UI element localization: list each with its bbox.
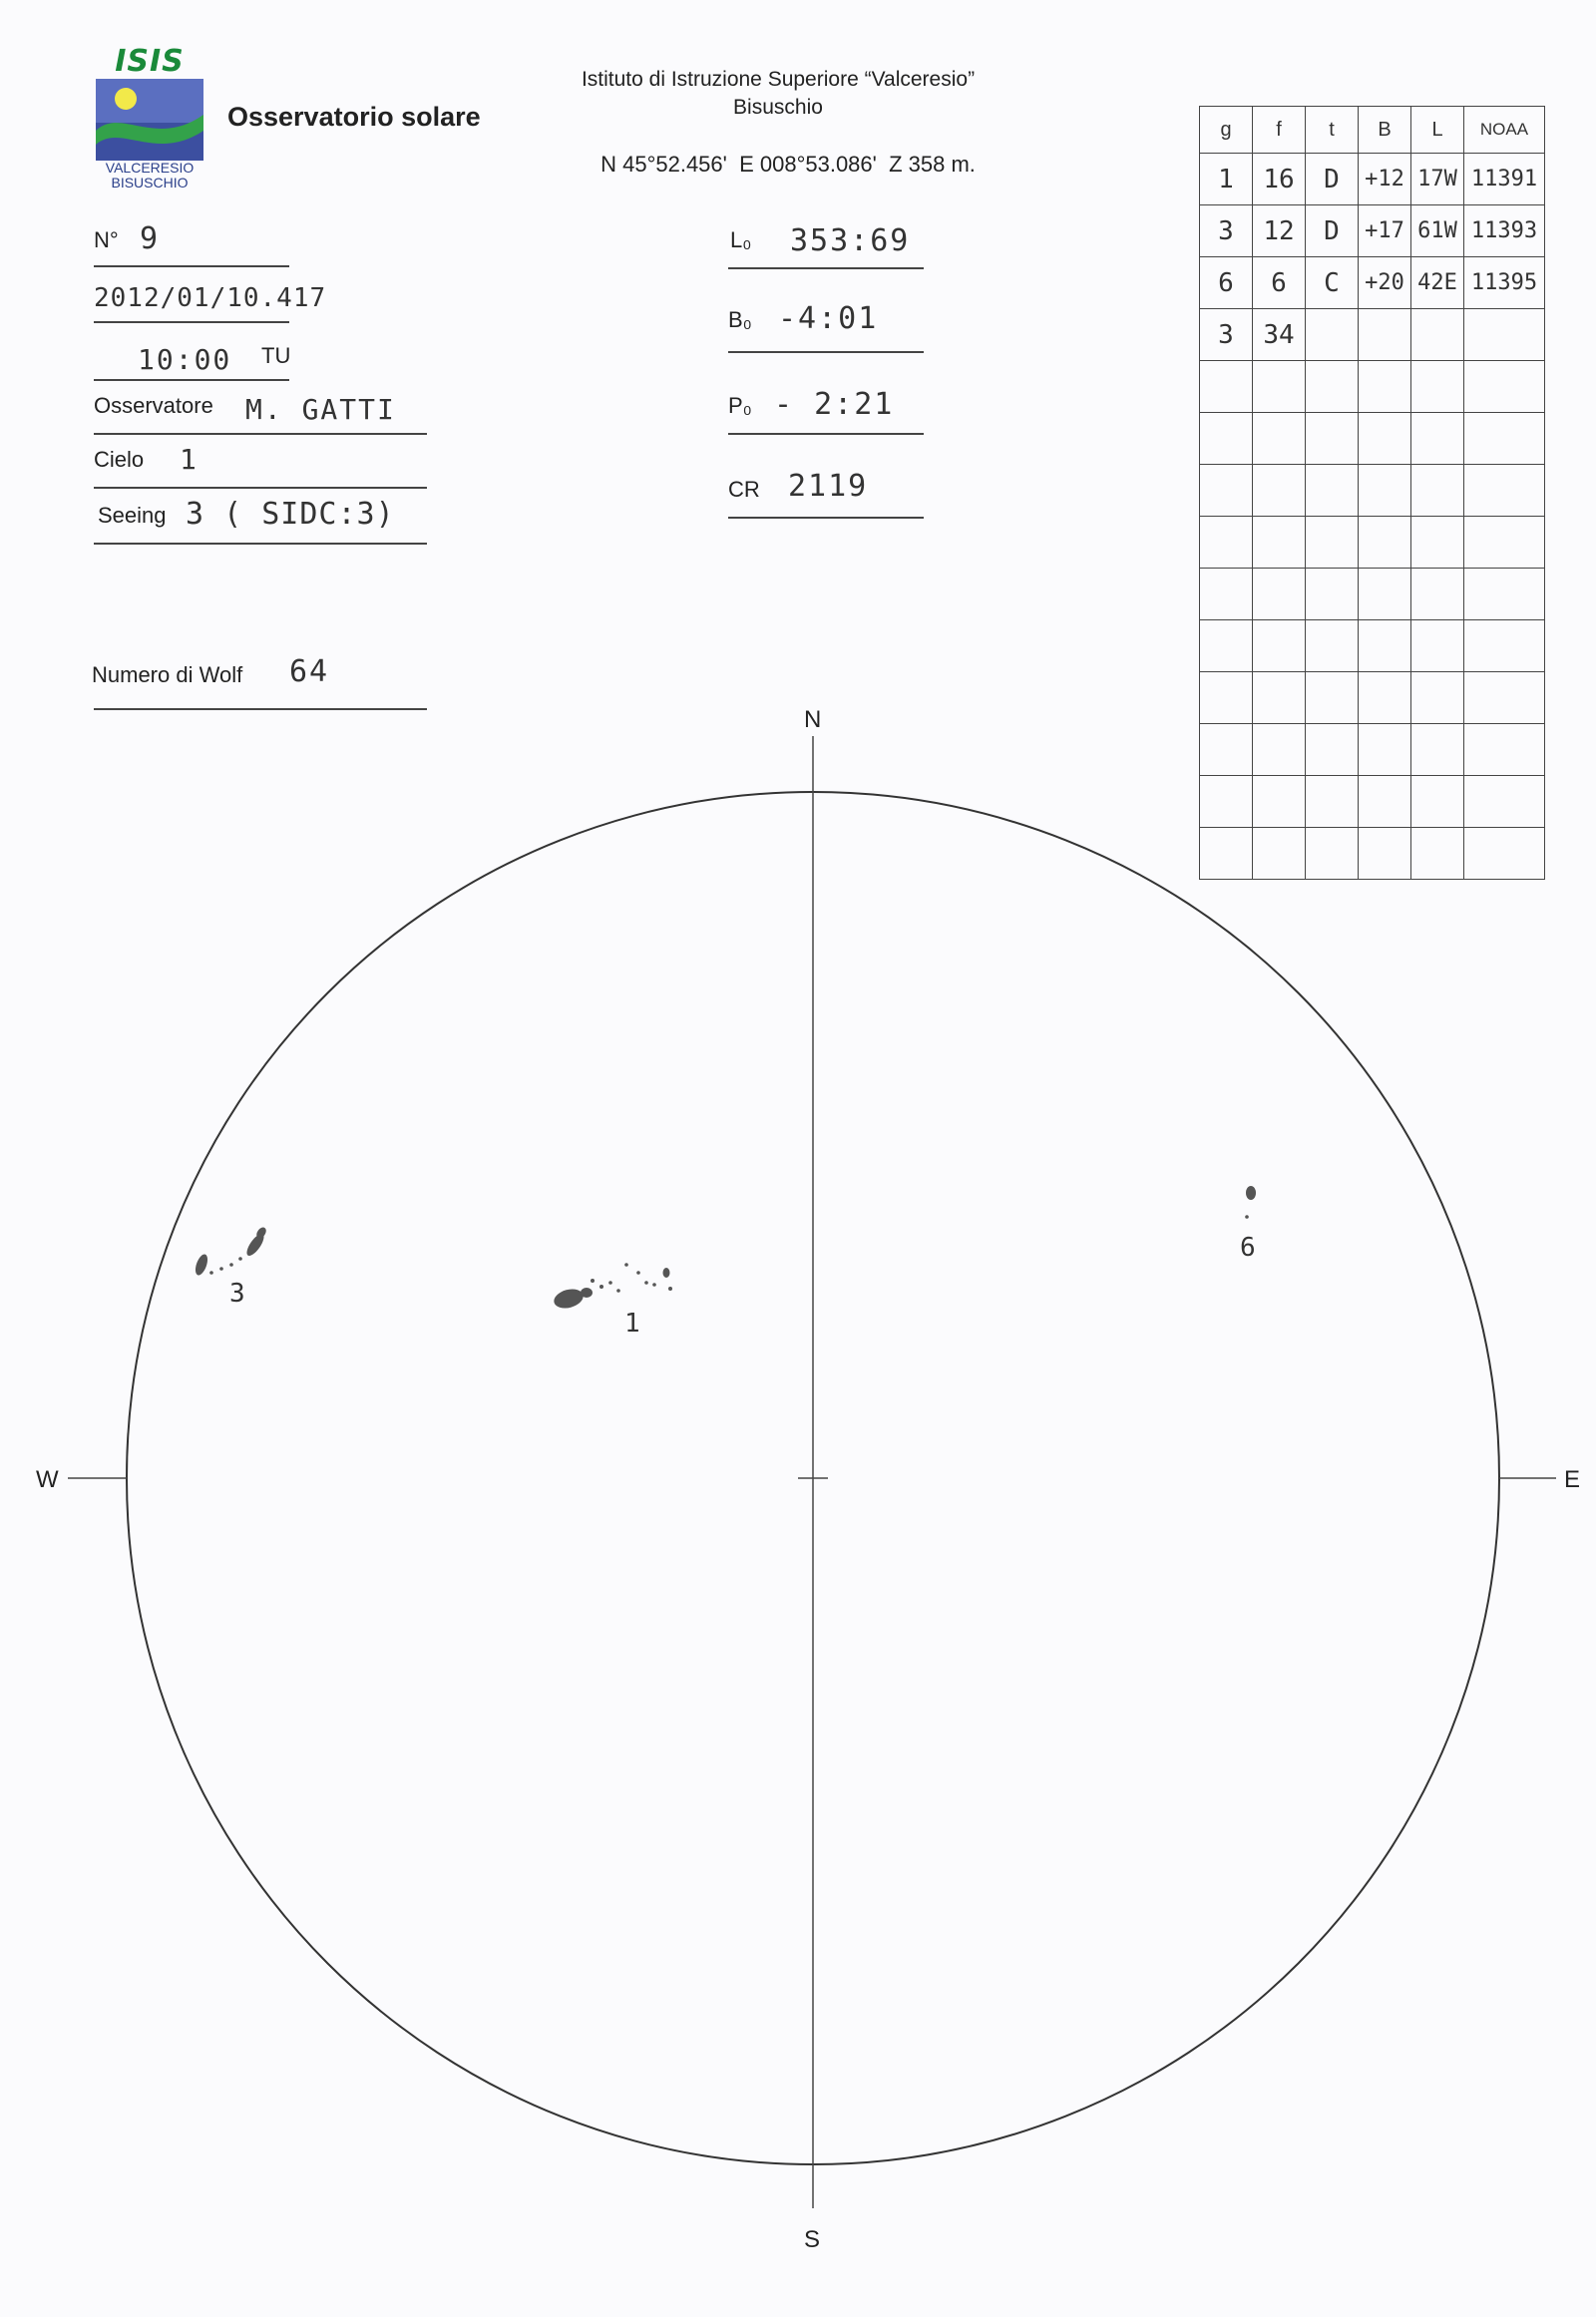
cr-label: CR [728, 477, 760, 502]
sunspot-group-6 [1245, 1186, 1256, 1219]
sky-line [94, 487, 427, 489]
table-cell [1464, 309, 1545, 361]
seeing-line [94, 543, 427, 545]
groups-table-row [1200, 569, 1545, 620]
table-cell [1411, 569, 1464, 620]
table-cell [1411, 465, 1464, 517]
table-cell [1411, 724, 1464, 776]
groups-table-row [1200, 413, 1545, 465]
groups-table-row [1200, 724, 1545, 776]
table-cell: +12 [1359, 154, 1411, 205]
table-cell [1359, 569, 1411, 620]
solar-disk [127, 792, 1499, 2164]
table-cell [1411, 776, 1464, 828]
groups-table-body [1200, 154, 1545, 880]
table-cell: 11395 [1464, 257, 1545, 309]
table-cell [1253, 620, 1306, 672]
groups-table-row [1200, 309, 1545, 361]
table-cell [1411, 517, 1464, 569]
groups-table-row [1200, 776, 1545, 828]
table-cell [1359, 465, 1411, 517]
table-cell [1200, 724, 1253, 776]
label-east: E [1564, 1466, 1581, 1493]
table-cell [1253, 724, 1306, 776]
table-cell: 12 [1253, 205, 1306, 257]
coordinates: N 45°52.456' E 008°53.086' Z 358 m. [600, 152, 976, 177]
table-cell [1411, 309, 1464, 361]
header-cell: B [1359, 107, 1411, 154]
logo-word: ISIS [115, 44, 185, 79]
table-cell: C [1306, 257, 1359, 309]
table-cell [1306, 724, 1359, 776]
cr-value: 2119 [788, 469, 869, 504]
groups-table-row [1200, 361, 1545, 413]
table-cell [1464, 828, 1545, 880]
table-cell [1200, 569, 1253, 620]
table-cell [1200, 517, 1253, 569]
table-cell: 16 [1253, 154, 1306, 205]
table-cell: 61W [1411, 205, 1464, 257]
table-cell [1306, 309, 1359, 361]
group-label-1: 1 [624, 1309, 640, 1339]
groups-table [1199, 106, 1545, 880]
table-cell [1306, 465, 1359, 517]
cr-line [728, 517, 924, 519]
observer-line [94, 433, 427, 435]
table-cell [1359, 517, 1411, 569]
table-cell [1464, 724, 1545, 776]
groups-table-row [1200, 517, 1545, 569]
seeing-label: Seeing [98, 503, 167, 528]
table-cell [1200, 361, 1253, 413]
table-cell: +20 [1359, 257, 1411, 309]
table-cell [1253, 413, 1306, 465]
table-cell [1464, 517, 1545, 569]
b0-label: B₀ [728, 307, 752, 332]
observer-value: M. GATTI [245, 393, 396, 426]
wolf-value: 64 [289, 654, 330, 689]
groups-table-header [1200, 107, 1545, 154]
institute-line2: Bisuschio [733, 96, 823, 119]
table-cell [1200, 413, 1253, 465]
table-cell [1411, 413, 1464, 465]
table-cell [1464, 465, 1545, 517]
table-cell [1253, 776, 1306, 828]
institute-line1: Istituto di Istruzione Superiore “Valceresio” [581, 68, 976, 91]
p0-line [728, 433, 924, 435]
header-cell: g [1200, 107, 1253, 154]
table-cell [1359, 828, 1411, 880]
label-west: W [36, 1466, 59, 1493]
table-cell [1253, 517, 1306, 569]
observatory-title: Osservatorio solare [227, 102, 481, 132]
label-north: N [804, 706, 822, 733]
logo-sub-2: BISUSCHIO [111, 175, 189, 191]
table-cell: 6 [1253, 257, 1306, 309]
table-cell [1306, 361, 1359, 413]
time-value: 10:00 [138, 343, 232, 376]
table-cell [1306, 776, 1359, 828]
table-cell [1306, 413, 1359, 465]
table-cell [1464, 620, 1545, 672]
table-cell: 1 [1200, 154, 1253, 205]
table-cell [1411, 672, 1464, 724]
table-cell [1464, 361, 1545, 413]
table-cell: 11391 [1464, 154, 1545, 205]
date-value: 2012/01/10.417 [94, 283, 327, 313]
table-cell [1253, 672, 1306, 724]
table-cell: 34 [1253, 309, 1306, 361]
header-cell: NOAA [1464, 107, 1545, 154]
groups-table-row [1200, 828, 1545, 880]
table-cell [1200, 620, 1253, 672]
table-cell [1200, 465, 1253, 517]
table-cell [1411, 828, 1464, 880]
time-line [94, 379, 289, 381]
logo [94, 44, 205, 191]
table-cell [1359, 361, 1411, 413]
table-cell: 11393 [1464, 205, 1545, 257]
logo-emblem-icon [96, 79, 203, 161]
wolf-label: Numero di Wolf [92, 662, 243, 687]
table-cell [1359, 309, 1411, 361]
groups-table-row [1200, 465, 1545, 517]
table-cell [1306, 569, 1359, 620]
observer-label: Osservatore [94, 393, 213, 418]
table-cell [1359, 776, 1411, 828]
table-cell [1200, 828, 1253, 880]
table-cell [1253, 361, 1306, 413]
table-cell [1464, 569, 1545, 620]
table-cell [1464, 672, 1545, 724]
p0-label: P₀ [728, 393, 752, 418]
table-cell [1359, 413, 1411, 465]
table-cell [1411, 361, 1464, 413]
table-cell [1253, 569, 1306, 620]
table-cell [1253, 465, 1306, 517]
sky-label: Cielo [94, 447, 145, 472]
table-cell [1359, 724, 1411, 776]
table-cell: D [1306, 154, 1359, 205]
header-cell: t [1306, 107, 1359, 154]
table-cell [1200, 776, 1253, 828]
time-unit: TU [261, 343, 291, 368]
group-label-6: 6 [1240, 1233, 1256, 1263]
table-cell [1359, 672, 1411, 724]
table-cell [1306, 517, 1359, 569]
table-cell: 3 [1200, 309, 1253, 361]
b0-value: -4:01 [778, 301, 879, 336]
sunspot-group-3 [194, 1226, 268, 1277]
b0-line [728, 351, 924, 353]
wolf-line [94, 708, 427, 710]
groups-table-row [1200, 205, 1545, 257]
table-cell: D [1306, 205, 1359, 257]
sky-value: 1 [180, 443, 199, 476]
table-cell [1253, 828, 1306, 880]
l0-line [728, 267, 924, 269]
date-line [94, 321, 289, 323]
groups-table-row [1200, 257, 1545, 309]
table-cell [1200, 672, 1253, 724]
l0-value: 353:69 [790, 223, 911, 258]
group-label-3: 3 [229, 1279, 245, 1309]
header-cell: L [1411, 107, 1464, 154]
logo-sub-1: VALCERESIO [105, 160, 195, 176]
header-cell: f [1253, 107, 1306, 154]
l0-label: L₀ [730, 227, 752, 252]
number-value: 9 [140, 221, 161, 256]
table-cell: 6 [1200, 257, 1253, 309]
sunspot-group-1 [552, 1263, 672, 1311]
groups-table-row [1200, 620, 1545, 672]
table-cell [1306, 620, 1359, 672]
table-cell [1306, 828, 1359, 880]
groups-table-row [1200, 672, 1545, 724]
groups-table-row [1200, 154, 1545, 205]
table-cell [1464, 776, 1545, 828]
label-south: S [804, 2226, 821, 2253]
p0-value: - 2:21 [774, 387, 895, 422]
seeing-value: 3 ( SIDC:3) [186, 497, 395, 532]
table-cell: 17W [1411, 154, 1464, 205]
table-cell [1464, 413, 1545, 465]
number-label: N° [94, 227, 119, 252]
table-cell [1411, 620, 1464, 672]
table-cell [1359, 620, 1411, 672]
table-cell: +17 [1359, 205, 1411, 257]
table-cell: 42E [1411, 257, 1464, 309]
table-cell: 3 [1200, 205, 1253, 257]
table-cell [1306, 672, 1359, 724]
number-line [94, 265, 289, 267]
